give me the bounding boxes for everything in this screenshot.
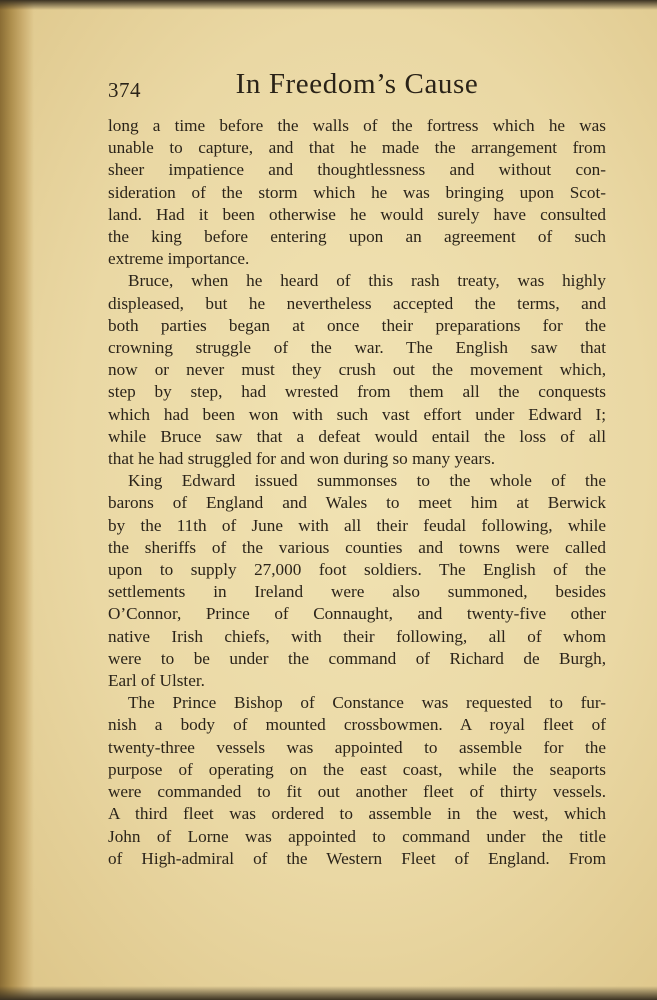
text-line: A third fleet was ordered to assemble in the west, which <box>108 804 606 824</box>
paragraph <box>108 692 606 870</box>
text-line: settlements in Ireland were also summoned, besides <box>108 582 606 602</box>
text-line: of High-admiral of the Western Fleet of England. From <box>108 848 606 868</box>
paragraph <box>108 270 606 470</box>
text-line: unable to capture, and that he made the arrangement from <box>108 138 606 158</box>
text-line: native Irish chiefs, with their following, all of whom <box>108 626 606 646</box>
text-line: The Prince Bishop of Constance was requested to fur- <box>128 693 606 713</box>
text-line: the sheriffs of the various counties and towns were called <box>108 537 606 557</box>
text-line: were to be under the command of Richard de Burgh, <box>108 648 606 668</box>
text-line: both parties began at once their preparations for the <box>108 315 606 335</box>
text-line: sideration of the storm which he was bringing upon Scot- <box>108 182 606 202</box>
text-line: the king before entering upon an agreement of such <box>108 227 606 247</box>
page-binding-shadow <box>0 0 34 1000</box>
text-line: which had been won with such vast effort under Edward I; <box>108 404 606 424</box>
text-line: displeased, but he nevertheless accepted the terms, and <box>108 293 606 313</box>
text-line: were commanded to fit out another fleet of thirty vessels. <box>108 782 606 802</box>
running-title: In Freedom’s Cause <box>235 68 479 100</box>
page-header <box>108 68 606 104</box>
text-line: crowning struggle of the war. The English saw that <box>108 338 606 358</box>
text-line: O’Connor, Prince of Connaught, and twenty-five other <box>108 604 606 624</box>
page-number: 374 <box>108 78 141 102</box>
text-line: now or never must they crush out the movement which, <box>108 360 606 380</box>
text-line: John of Lorne was appointed to command under the title <box>108 826 606 846</box>
text-line: Earl of Ulster. <box>108 671 205 691</box>
text-line: sheer impatience and thoughtlessness and without con- <box>108 160 606 180</box>
text-line: barons of England and Wales to meet him at Berwick <box>108 493 606 513</box>
text-line: twenty-three vessels was appointed to assemble for the <box>108 737 606 757</box>
text-line: while Bruce saw that a defeat would entail the loss of all <box>108 426 606 446</box>
text-line: by the 11th of June with all their feudal following, while <box>108 515 606 535</box>
text-line: Bruce, when he heard of this rash treaty, was highly <box>128 271 606 291</box>
text-line: extreme importance. <box>108 249 250 269</box>
text-line: long a time before the walls of the fortress which he was <box>108 116 606 135</box>
page-top-edge <box>0 0 657 10</box>
page-bottom-edge <box>0 986 657 1000</box>
paragraph <box>108 115 606 270</box>
text-line: King Edward issued summonses to the whole of the <box>128 471 606 491</box>
text-line: upon to supply 27,000 foot soldiers. The English of the <box>108 560 606 580</box>
text-line: purpose of operating on the east coast, while the seaports <box>108 759 606 779</box>
text-line: step by step, had wrested from them all the conquests <box>108 382 606 402</box>
paragraph <box>108 470 606 692</box>
body-text <box>108 115 606 870</box>
text-line: land. Had it been otherwise he would surely have consulted <box>108 204 606 224</box>
text-line: nish a body of mounted crossbowmen. A royal fleet of <box>108 715 606 735</box>
text-line: that he had struggled for and won during so many years. <box>108 449 496 469</box>
